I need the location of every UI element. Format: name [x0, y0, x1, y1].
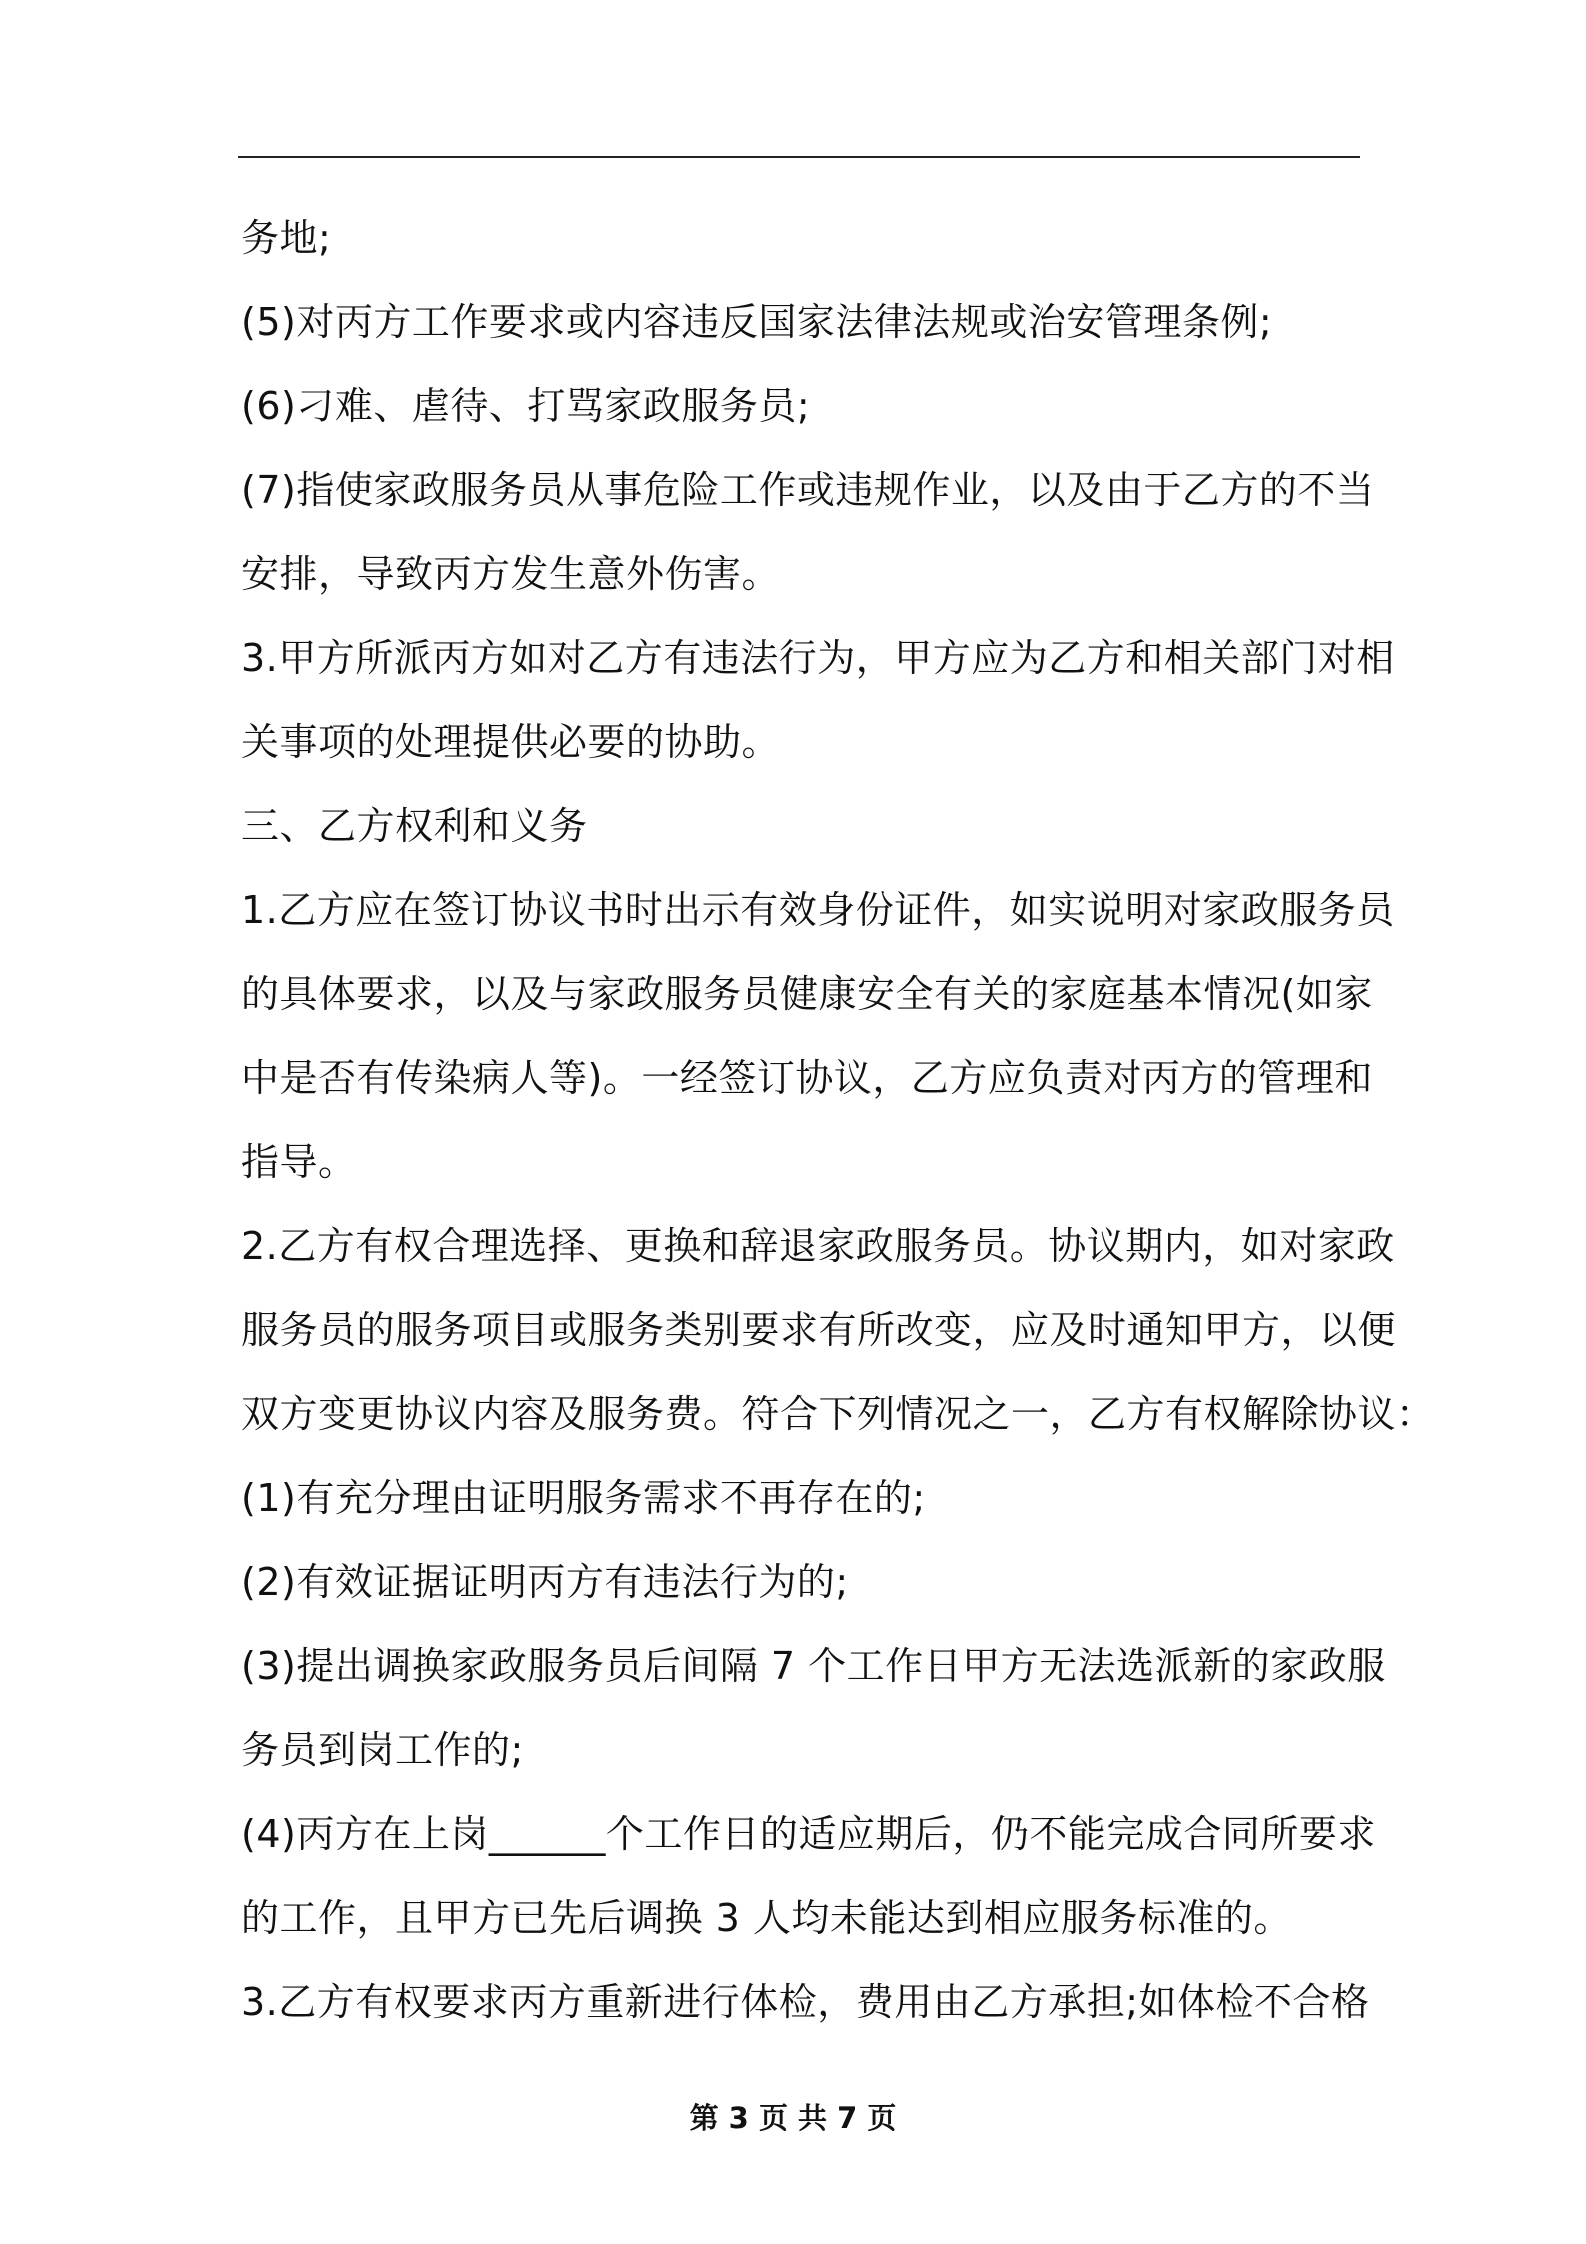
text-line: 关事项的处理提供必要的协助。: [241, 720, 781, 764]
text-line: (1)有充分理由证明服务需求不再存在的;: [241, 1476, 926, 1520]
text-line: 安排，导致丙方发生意外伤害。: [241, 552, 781, 596]
section-heading: 三、乙方权利和义务: [241, 804, 588, 848]
text-line: (4)丙方在上岗______个工作日的适应期后，仍不能完成合同所要求: [241, 1812, 1376, 1856]
text-line: 的具体要求，以及与家政服务员健康安全有关的家庭基本情况(如家: [241, 972, 1373, 1016]
text-line: 务地;: [241, 216, 332, 260]
text-line: (7)指使家政服务员从事危险工作或违规作业，以及由于乙方的不当: [241, 468, 1375, 512]
text-line: (6)刁难、虐待、打骂家政服务员;: [241, 384, 811, 428]
text-line: 中是否有传染病人等)。一经签订协议，乙方应负责对丙方的管理和: [241, 1056, 1373, 1100]
text-line: (3)提出调换家政服务员后间隔 7 个工作日甲方无法选派新的家政服: [241, 1644, 1386, 1688]
text-line: 3.甲方所派丙方如对乙方有违法行为，甲方应为乙方和相关部门对相: [241, 636, 1395, 680]
text-line: 3.乙方有权要求丙方重新进行体检，费用由乙方承担;如体检不合格: [241, 1980, 1370, 2024]
page-number-footer: 第 3 页 共 7 页: [689, 2101, 897, 2135]
document-body: [241, 196, 1435, 2044]
text-line: 1.乙方应在签订协议书时出示有效身份证件，如实说明对家政服务员: [241, 888, 1395, 932]
text-line: (2)有效证据证明丙方有违法行为的;: [241, 1560, 849, 1604]
text-line: 的工作，且甲方已先后调换 3 人均未能达到相应服务标准的。: [241, 1896, 1292, 1940]
text-line: 服务员的服务项目或服务类别要求有所改变，应及时通知甲方，以便: [241, 1308, 1397, 1352]
text-line: 双方变更协议内容及服务费。符合下列情况之一，乙方有权解除协议：: [241, 1392, 1435, 1436]
text-line: 指导。: [241, 1140, 357, 1184]
header-rule: [238, 156, 1360, 158]
text-line: 务员到岗工作的;: [241, 1728, 524, 1772]
text-line: (5)对丙方工作要求或内容违反国家法律法规或治安管理条例;: [241, 300, 1273, 344]
text-line: 2.乙方有权合理选择、更换和辞退家政服务员。协议期内，如对家政: [241, 1224, 1395, 1268]
